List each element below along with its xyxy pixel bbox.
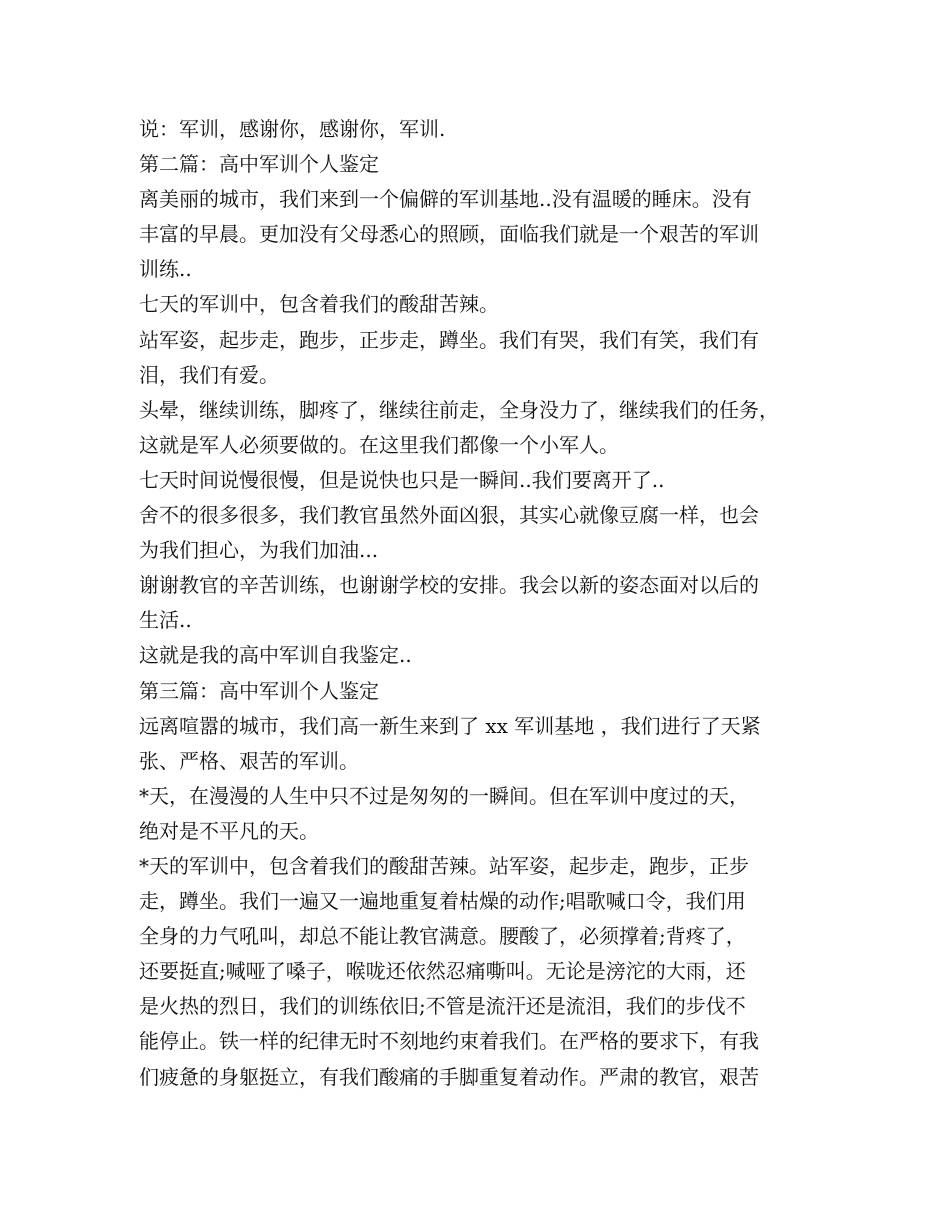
- text-line: 头晕，继续训练，脚疼了，继续往前走，全身没力了，继续我们的任务，: [139, 397, 779, 422]
- text-line: 丰富的早晨。更加没有父母悉心的照顾，面临我们就是一个艰苦的军训: [139, 222, 759, 247]
- text-line: 这就是我的高中军训自我鉴定..: [139, 643, 412, 668]
- text-line: 七天时间说慢很慢，但是说快也只是一瞬间..我们要离开了..: [139, 467, 665, 492]
- text-line: 七天的军训中，包含着我们的酸甜苦辣。: [139, 292, 499, 317]
- text-line: 还要挺直;喊哑了嗓子，喉咙还依然忍痛嘶叫。无论是滂沱的大雨，还: [139, 959, 746, 984]
- text-line: 是火热的烈日，我们的训练依旧;不管是流汗还是流泪，我们的步伐不: [139, 994, 746, 1019]
- text-line: 这就是军人必须要做的。在这里我们都像一个小军人。: [139, 432, 619, 457]
- text-line: 泪，我们有爱。: [139, 362, 279, 387]
- text-line: 站军姿，起步走，跑步，正步走，蹲坐。我们有哭，我们有笑，我们有: [139, 327, 759, 352]
- text-line: 训练..: [139, 257, 192, 282]
- text-line: 离美丽的城市，我们来到一个偏僻的军训基地..没有温暖的睡床。没有: [139, 187, 752, 212]
- text-line: 能停止。铁一样的纪律无时不刻地约束着我们。在严格的要求下，有我: [139, 1029, 759, 1054]
- text-line: *天的军训中，包含着我们的酸甜苦辣。站军姿，起步走，跑步，正步: [139, 853, 749, 878]
- text-line: 绝对是不平凡的天。: [139, 818, 319, 843]
- document-body: [139, 112, 829, 1095]
- text-line: 生活..: [139, 608, 192, 633]
- section-heading: 第三篇：高中军训个人鉴定: [139, 678, 379, 703]
- text-line: *天，在漫漫的人生中只不过是匆匆的一瞬间。但在军训中度过的天，: [139, 783, 749, 808]
- text-line: 舍不的很多很多，我们教官虽然外面凶狠，其实心就像豆腐一样，也会: [139, 503, 759, 528]
- text-line: 全身的力气吼叫，却总不能让教官满意。腰酸了，必须撑着;背疼了，: [139, 924, 746, 949]
- section-heading: 第二篇：高中军训个人鉴定: [139, 152, 379, 177]
- text-line: 谢谢教官的辛苦训练，也谢谢学校的安排。我会以新的姿态面对以后的: [139, 573, 759, 598]
- text-line: 张、严格、艰苦的军训。: [139, 748, 359, 773]
- text-line: 远离喧嚣的城市，我们高一新生来到了 xx 军训基地 ，我们进行了天紧: [139, 713, 761, 738]
- text-line: 说：军训，感谢你，感谢你，军训.: [139, 117, 446, 141]
- text-line: 为我们担心，为我们加油...: [139, 538, 379, 563]
- text-line: 走，蹲坐。我们一遍又一遍地重复着枯燥的动作;唱歌喊口令，我们用: [139, 889, 746, 914]
- text-line: 们疲惫的身躯挺立，有我们酸痛的手脚重复着动作。严肃的教官，艰苦: [139, 1064, 759, 1089]
